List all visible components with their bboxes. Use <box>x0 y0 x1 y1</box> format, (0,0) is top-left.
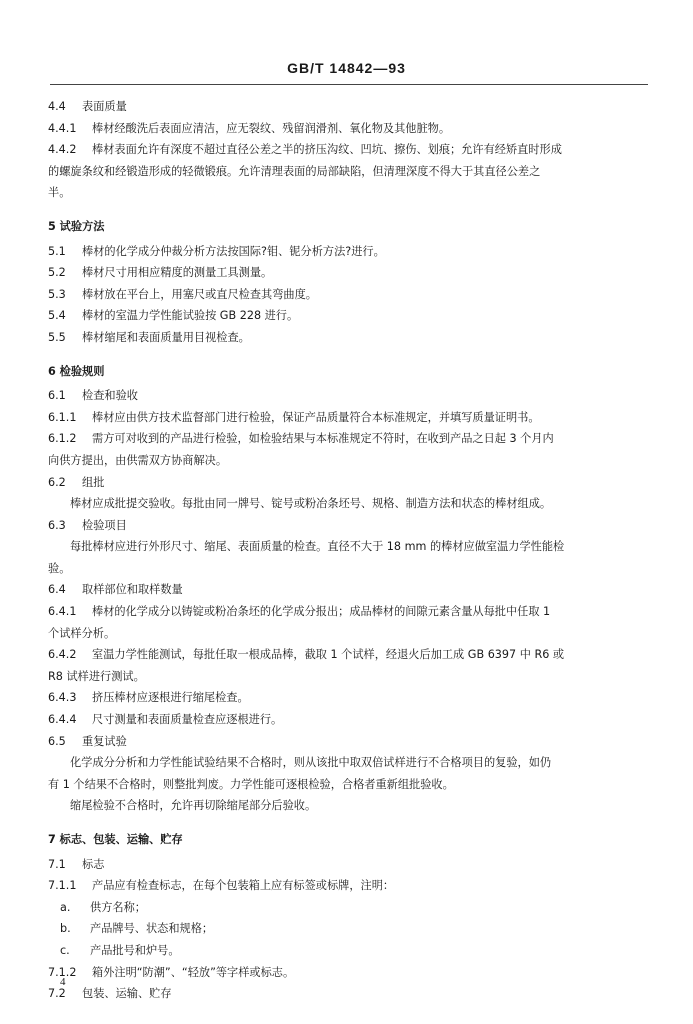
list-text: 供方名称； <box>90 900 146 914</box>
clause-title: 表面质量 <box>82 100 127 113</box>
clause-number: 6.1.1 <box>48 410 77 424</box>
clause-number: 7.1 <box>48 857 66 871</box>
clause-title: 组批 <box>82 475 105 489</box>
clause-number: 5.1 <box>48 244 66 258</box>
clause-5-5 <box>48 327 648 349</box>
clause-4-4-2-line3: 半。 <box>48 186 71 200</box>
clause-text: 棒材的室温力学性能试验按 GB 228 进行。 <box>82 309 299 323</box>
clause-6-1 <box>48 385 648 407</box>
clause-number: 6.4.1 <box>48 605 77 619</box>
clause-4-4-1 <box>48 118 648 140</box>
list-label: a. <box>60 900 71 914</box>
list-text: 产品批号和炉号。 <box>90 943 180 957</box>
page-number: 4 <box>60 976 66 988</box>
clause-text: 棒材经酸洗后表面应清洁，应无裂纹、残留润滑剂、氧化物及其他脏物。 <box>92 121 451 135</box>
list-item <box>48 897 648 919</box>
clause-title: 取样部位和取样数量 <box>82 583 183 597</box>
clause-6-1-2-line2: 向供方提出，由供需双方协商解决。 <box>48 453 228 467</box>
clause-number: 7.1.1 <box>48 879 77 893</box>
clause-6-1-2 <box>48 428 648 450</box>
list-item <box>48 940 648 962</box>
clause-4-4-2 <box>48 139 648 161</box>
clause-text: 产品应有检查标志，在每个包装箱上应有标签或标牌，注明： <box>92 879 395 893</box>
clause-4-4 <box>48 96 648 118</box>
clause-title: 标志 <box>82 857 105 871</box>
clause-number: 5.2 <box>48 266 66 280</box>
clause-6-4-4 <box>48 709 648 731</box>
clause-number: 5.4 <box>48 309 66 323</box>
clause-6-2 <box>48 472 648 494</box>
section-6-title: 6 检验规则 <box>48 364 105 378</box>
clause-7-1-1 <box>48 875 648 897</box>
clause-6-3-body-line2: 验。 <box>48 561 71 575</box>
clause-6-4-2-line2: R8 试样进行测试。 <box>48 669 145 683</box>
clause-text: 棒材的化学成分仲裁分析方法按国际?钼、铌分析方法?进行。 <box>82 244 385 258</box>
list-label: c. <box>60 943 70 957</box>
clause-number: 6.4.4 <box>48 713 77 727</box>
clause-text: 棒材表面允许有深度不超过直径公差之半的挤压沟纹、凹坑、擦伤、划痕；允许有经矫直时形成 <box>92 143 562 157</box>
clause-title: 重复试验 <box>82 734 127 748</box>
clause-6-4 <box>48 579 648 601</box>
section-5-title: 5 试验方法 <box>48 219 105 233</box>
list-text: 产品牌号、状态和规格； <box>90 922 214 936</box>
clause-number: 4.4 <box>48 100 66 113</box>
clause-number: 7.2 <box>48 987 66 1001</box>
clause-5-4 <box>48 305 648 327</box>
clause-6-5-body: 化学成分分析和力学性能试验结果不合格时，则从该批中取双倍试样进行不合格项目的复验，如仍 <box>70 756 552 770</box>
list-label: b. <box>60 922 71 936</box>
clause-title: 检查和验收 <box>82 389 138 403</box>
clause-6-3 <box>48 515 648 537</box>
clause-number: 6.2 <box>48 475 66 489</box>
clause-number: 6.4.2 <box>48 648 77 662</box>
clause-number: 5.3 <box>48 287 66 301</box>
clause-6-5 <box>48 731 648 753</box>
section-7-title: 7 标志、包装、运输、贮存 <box>48 833 183 846</box>
clause-text: 棒材的化学成分以铸锭或粉冶条坯的化学成分报出；成品棒材的间隙元素含量从每批中任取 1 <box>92 605 551 619</box>
clause-text: 尺寸测量和表面质量检查应逐根进行。 <box>92 713 283 727</box>
clause-number: 4.4.1 <box>48 121 77 135</box>
clause-text: 棒材放在平台上，用塞尺或直尺检查其弯曲度。 <box>82 287 317 301</box>
standard-number-header: GB/T 14842—93 <box>287 60 406 76</box>
clause-title: 包装、运输、贮存 <box>82 987 172 1001</box>
clause-7-1-2 <box>48 962 648 984</box>
clause-6-5-body-line3: 缩尾检验不合格时，允许再切除缩尾部分后验收。 <box>70 799 317 813</box>
clause-6-4-1-line2: 个试样分析。 <box>48 626 116 640</box>
document-body <box>48 96 648 1005</box>
clause-number: 6.1.2 <box>48 432 77 446</box>
clause-5-3 <box>48 284 648 306</box>
clause-6-4-2 <box>48 644 648 666</box>
header-rule <box>50 84 648 85</box>
clause-number: 6.4 <box>48 583 66 597</box>
clause-6-2-body: 棒材应成批提交验收。每批由同一牌号、锭号或粉冶条坯号、规格、制造方法和状态的棒材组成。 <box>70 497 552 511</box>
clause-number: 6.5 <box>48 734 66 748</box>
clause-text: 需方可对收到的产品进行检验，如检验结果与本标准规定不符时，在收到产品之日起 3 个月内 <box>92 432 554 446</box>
clause-7-2 <box>48 983 648 1005</box>
clause-text: 棒材尺寸用相应精度的测量工具测量。 <box>82 266 273 280</box>
clause-number: 6.4.3 <box>48 691 77 705</box>
clause-4-4-2-line2: 的螺旋条纹和经锻造形成的轻微锻痕。允许清理表面的局部缺陷，但清理深度不得大于其直径公差之 <box>48 164 541 178</box>
clause-text: 挤压棒材应逐根进行缩尾检查。 <box>92 691 249 705</box>
clause-5-2 <box>48 262 648 284</box>
clause-number: 6.1 <box>48 389 66 403</box>
clause-number: 4.4.2 <box>48 143 77 157</box>
clause-text: 箱外注明“防潮”、“轻放”等字样或标志。 <box>92 965 295 979</box>
clause-7-1 <box>48 854 648 876</box>
clause-text: 室温力学性能测试，每批任取一根成品棒，截取 1 个试样，经退火后加工成 GB 6397 中 R6 或 <box>92 648 565 662</box>
clause-5-1 <box>48 241 648 263</box>
clause-text: 棒材应由供方技术监督部门进行检验，保证产品质量符合本标准规定，并填写质量证明书。 <box>92 410 540 424</box>
clause-6-5-body-line2: 有 1 个结果不合格时，则整批判废。力学性能可逐根检验，合格者重新组批验收。 <box>48 777 454 791</box>
clause-text: 棒材缩尾和表面质量用目视检查。 <box>82 330 250 344</box>
clause-number: 5.5 <box>48 330 66 344</box>
clause-6-3-body: 每批棒材应进行外形尺寸、缩尾、表面质量的检查。直径不大于 18 mm 的棒材应做室温力学性能检 <box>70 540 565 554</box>
clause-number: 6.3 <box>48 518 66 532</box>
clause-6-4-1 <box>48 601 648 623</box>
clause-title: 检验项目 <box>82 518 127 532</box>
clause-6-4-3 <box>48 687 648 709</box>
clause-6-1-1 <box>48 407 648 429</box>
list-item <box>48 918 648 940</box>
clause-number: 7.1.2 <box>48 965 77 979</box>
